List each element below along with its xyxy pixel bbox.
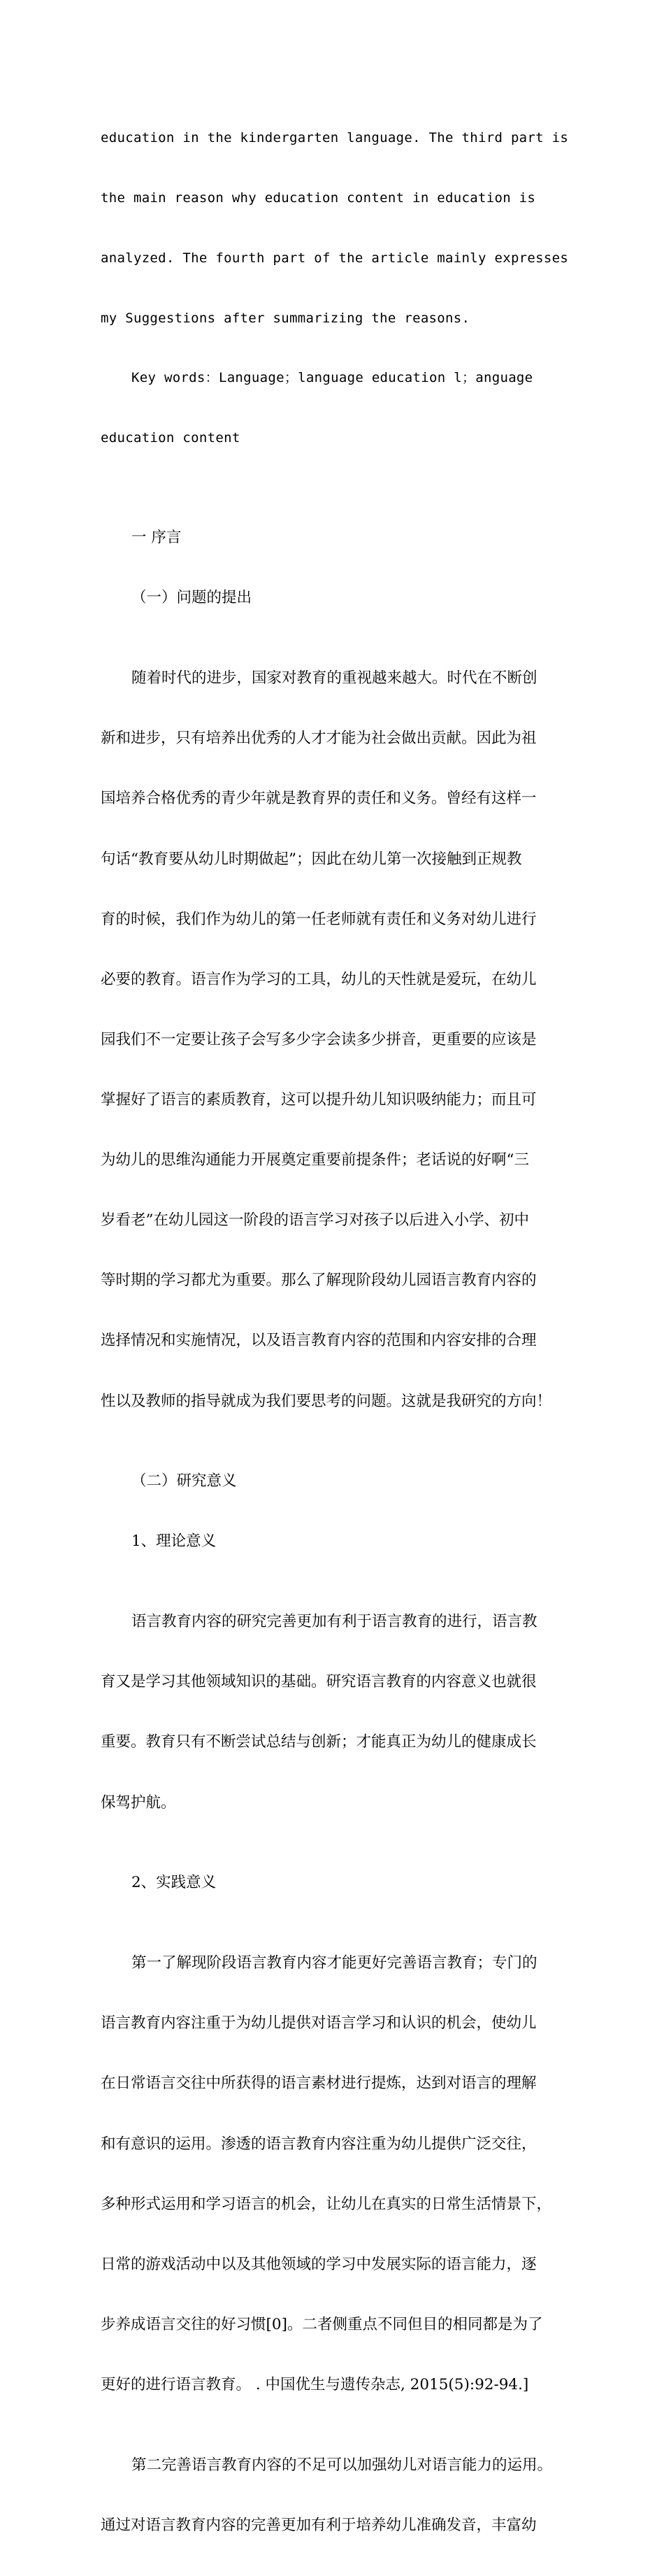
text-line: the main reason why education content in education is (101, 190, 536, 206)
heading-practice: 2、实践意义 (131, 1874, 217, 1892)
paragraph-line: 语言教育内容的研究完善更加有利于语言教育的进行，语言教 (131, 1613, 537, 1631)
paragraph-line: 为幼儿的思维沟通能力开展奠定重要前提条件；老话说的好啊“三 (101, 1151, 529, 1169)
text-line: my Suggestions after summarizing the reasons. (101, 310, 470, 326)
paragraph-line: 选择情况和实施情况，以及语言教育内容的范围和内容安排的合理 (101, 1332, 537, 1350)
paragraph-line: 第二完善语言教育内容的不足可以加强幼儿对语言能力的运用。 (131, 2456, 553, 2474)
paragraph-line: 等时期的学习都尤为重要。那么了解现阶段幼儿园语言教育内容的 (101, 1272, 537, 1290)
paragraph-line: 育又是学习其他领域知识的基础。研究语言教育的内容意义也就很 (101, 1673, 537, 1691)
paragraph-line: 保驾护航。 (101, 1793, 176, 1812)
paragraph-line: 第一了解现阶段语言教育内容才能更好完善语言教育；专门的 (131, 1954, 537, 1972)
chinese-body (101, 488, 569, 2576)
paragraph-line: 岁看老”在幼儿园这一阶段的语言学习对孩子以后进入小学、初中 (101, 1211, 529, 1230)
english-abstract (101, 88, 569, 488)
paragraph-line: 多种形式运用和学习语言的机会，让幼儿在真实的日常生活情景下， (101, 2195, 552, 2213)
paragraph-line: 国培养合格优秀的青少年就是教育界的责任和义务。曾经有这样一 (101, 790, 537, 808)
text-line: education in the kindergarten language. The third part is (101, 130, 569, 146)
paragraph-line: 新和进步，只有培养出优秀的人才才能为社会做出贡献。因此为祖 (101, 730, 537, 748)
paragraph-line: 日常的游戏活动中以及其他领域的学习中发展实际的语言能力，逐 (101, 2255, 537, 2273)
keywords-line: education content (101, 430, 240, 446)
heading-theory: 1、理论意义 (131, 1532, 217, 1551)
paragraph-line: 语言教育内容注重于为幼儿提供对语言学习和认识的机会，使幼儿 (101, 2014, 537, 2033)
paragraph-line: 随着时代的进步，国家对教育的重视越来越大。时代在不断创 (131, 669, 537, 688)
keywords-line: Key words：Language；language education l；anguage (131, 370, 533, 386)
heading-problem: （一）问题的提出 (131, 589, 252, 607)
paragraph-line: 通过对语言教育内容的完善更加有利于培养幼儿准确发音，丰富幼 (101, 2516, 537, 2534)
text-line: analyzed. The fourth part of the article mainly expresses (101, 250, 569, 266)
paragraph-line: 句话“教育要从幼儿时期做起”；因此在幼儿第一次接触到正规教 (101, 850, 522, 868)
paragraph-line: 重要。教育只有不断尝试总结与创新；才能真正为幼儿的健康成长 (101, 1733, 537, 1751)
heading-significance: （二）研究意义 (131, 1472, 237, 1490)
paragraph-line: 更好的进行语言教育。 . 中国优生与遗传杂志, 2015(5):92-94.] (101, 2375, 529, 2393)
document-page (101, 88, 569, 2576)
paragraph-line: 掌握好了语言的素质教育，这可以提升幼儿知识吸纳能力；而且可 (101, 1090, 537, 1109)
paragraph-line: 步养成语言交往的好习惯[0]。二者侧重点不同但目的相同都是为了 (101, 2315, 543, 2333)
paragraph-line: 性以及教师的指导就成为我们要思考的问题。这就是我研究的方向！ (101, 1392, 552, 1410)
paragraph-line: 园我们不一定要让孩子会写多少字会读多少拼音，更重要的应该是 (101, 1030, 537, 1048)
paragraph-line: 和有意识的运用。渗透的语言教育内容注重为幼儿提供广泛交往， (101, 2135, 537, 2153)
paragraph-line: 育的时候，我们作为幼儿的第一任老师就有责任和义务对幼儿进行 (101, 910, 537, 928)
paragraph-line: 在日常语言交往中所获得的语言素材进行提炼，达到对语言的理解 (101, 2075, 537, 2093)
paragraph-line: 必要的教育。语言作为学习的工具，幼儿的天性就是爱玩，在幼儿 (101, 970, 537, 988)
heading-preface: 一 序言 (131, 529, 182, 547)
